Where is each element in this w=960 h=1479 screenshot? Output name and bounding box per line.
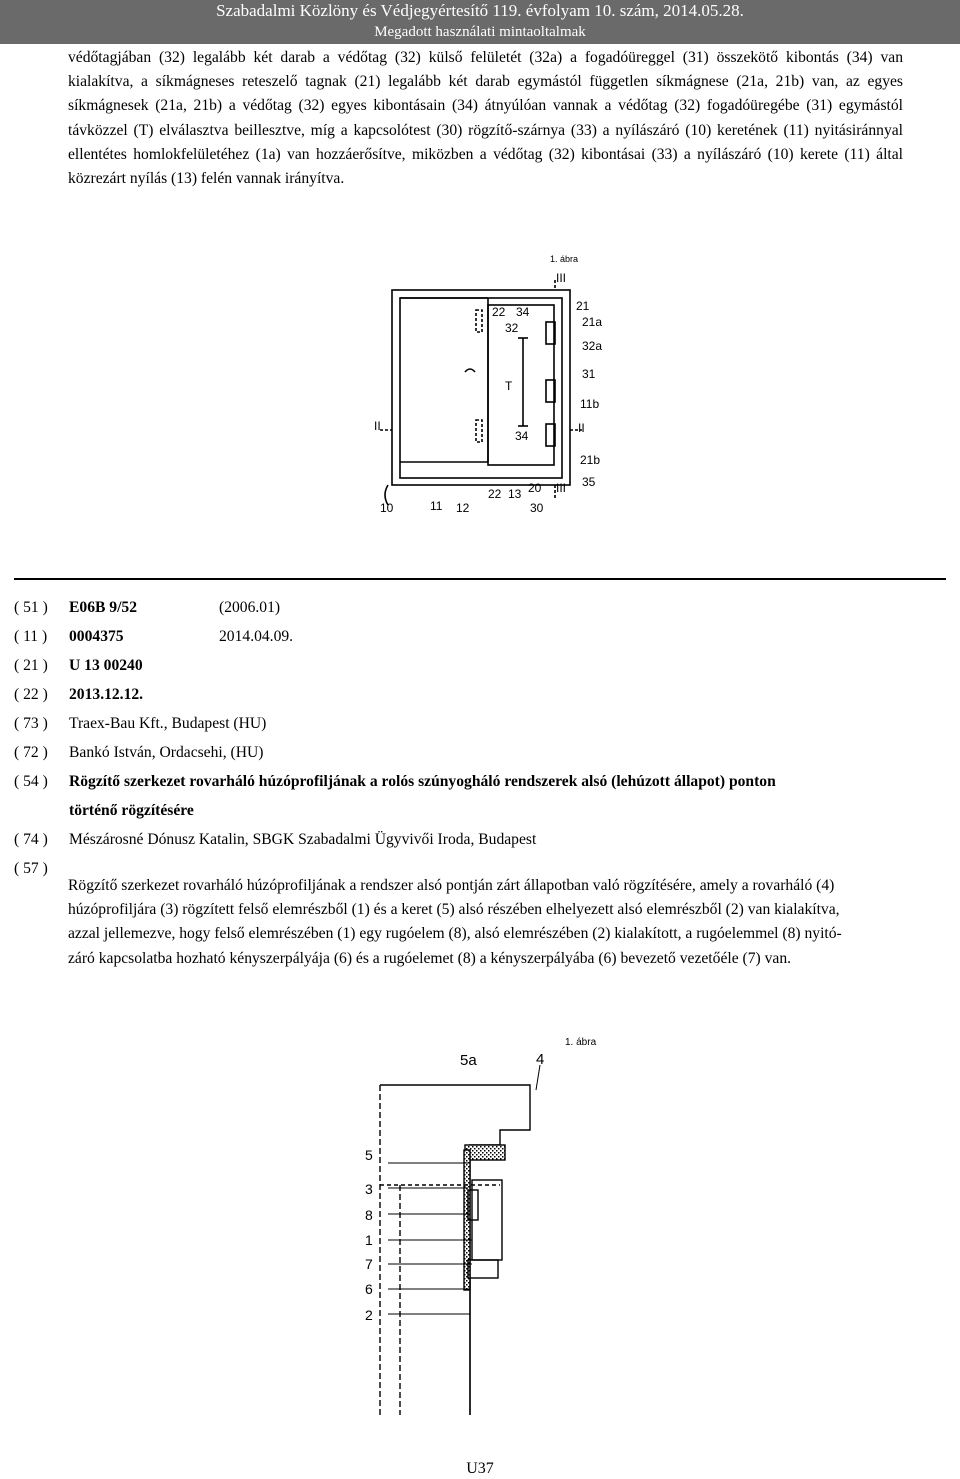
inid-code: ( 11 ) bbox=[14, 628, 48, 645]
figure-2-caption: 1. ábra bbox=[565, 1037, 597, 1048]
label: 34 bbox=[516, 305, 530, 319]
label: 34 bbox=[515, 429, 529, 443]
label: 21b bbox=[580, 453, 601, 467]
section-title: Megadott használati mintaoltalmak bbox=[374, 24, 586, 40]
label: 22 bbox=[488, 487, 502, 501]
label: 12 bbox=[456, 501, 470, 515]
inid-code: ( 22 ) bbox=[14, 686, 48, 703]
section-divider bbox=[14, 578, 946, 580]
label: 30 bbox=[530, 501, 544, 515]
label: 10 bbox=[380, 501, 394, 515]
inid-code: ( 57 ) bbox=[14, 860, 48, 877]
page-header bbox=[0, 0, 960, 44]
title-continuation: történő rögzítésére bbox=[69, 802, 194, 819]
grant-date: 2014.04.09. bbox=[219, 628, 294, 645]
application-number: U 13 00240 bbox=[69, 657, 143, 674]
inid-code: ( 73 ) bbox=[14, 715, 48, 732]
label: 5 bbox=[365, 1147, 373, 1163]
label: II bbox=[578, 421, 585, 435]
figure-2-lines bbox=[380, 1085, 530, 1415]
owner: Traex-Bau Kft., Budapest (HU) bbox=[69, 715, 267, 732]
journal-title: Szabadalmi Közlöny és Védjegyértesítő 119. évfolyam 10. szám, 2014.05.28. bbox=[216, 1, 744, 20]
claim-continuation-text: védőtagjában (32) legalább két darab a védőtag (32) külső felületét (32a) a fogadóüreggel (31) összekötő kibontás (34) van kialakítva, a síkmágneses reteszelő tagnak (21) legalább két darab egymástól független síkmágnese (21a, 21b) van, az egyes síkmágnesek (21a, 21b) a védőtag (32) egyes kibontásain (34) átnyúlóan vannak a védőtag (32) fogadóüregébe (31) egymástól távközzel (T) elválasztva beillesztve, míg a kapcsolótest (30) rögzítő-szárnya (33) a nyílászáró (10) keretének (11) nyitásiránnyal ellentétes homlokfelületéhez (1a) van hozzáerősítve, miközben a védőtag (32) kibontásai (33) a nyílászáró (10) kerete (11) által közrezárt nyílás (13) felén vannak irányítva. bbox=[68, 49, 903, 188]
label: 35 bbox=[582, 475, 596, 489]
label: 21a bbox=[582, 315, 603, 329]
label: 11 bbox=[430, 499, 443, 513]
document-number: 0004375 bbox=[69, 628, 124, 645]
abstract-text: Rögzítő szerkezet rovarháló húzóprofiljának a rendszer alsó pontján zárt állapotban való rögzítésére, amely a rovarháló (4) húzóprofiljára (3) rögzített felső elemrészből (1) és a keret (5) alsó részében elhelyezett alsó elemrészből (2) van kialakítva, azzal jellemezve, hogy felső elemrészében (1) egy rugóelem (8), alsó elemrészében (2) kialakított, a rugóelemmel (8) nyitó-záró kapcsolatba hozható kényszerpályája (6) és a rugóelemet (8) a kényszerpályába (6) bevezető vezetőéle (7) van. bbox=[68, 877, 842, 967]
inid-code: ( 51 ) bbox=[14, 599, 48, 616]
inid-code: ( 74 ) bbox=[14, 831, 48, 848]
label: 5a bbox=[460, 1052, 477, 1069]
label: 1 bbox=[365, 1232, 373, 1248]
label: 13 bbox=[508, 487, 522, 501]
inid-code: ( 54 ) bbox=[14, 773, 48, 790]
label: 22 bbox=[492, 305, 506, 319]
filing-date: 2013.12.12. bbox=[69, 686, 144, 703]
label: T bbox=[505, 379, 513, 393]
figure-1-caption: 1. ábra bbox=[550, 254, 579, 264]
label: 3 bbox=[365, 1181, 373, 1197]
label: 11b bbox=[580, 397, 600, 411]
inid-code: ( 21 ) bbox=[14, 657, 48, 674]
figure-1-drawing bbox=[360, 250, 620, 520]
figure-1-lines bbox=[380, 280, 582, 505]
label: 2 bbox=[365, 1307, 373, 1323]
label: 21 bbox=[576, 299, 590, 313]
label: 31 bbox=[582, 367, 596, 381]
label: II bbox=[374, 419, 381, 433]
label: III bbox=[556, 481, 567, 495]
label: 8 bbox=[365, 1207, 373, 1223]
label: III bbox=[556, 271, 567, 285]
ipc-class: E06B 9/52 bbox=[69, 599, 138, 616]
representative: Mészárosné Dónusz Katalin, SBGK Szabadalmi Ügyvivői Iroda, Budapest bbox=[69, 831, 537, 848]
label: 32a bbox=[582, 339, 603, 353]
label: 20 bbox=[528, 481, 542, 495]
ipc-version: (2006.01) bbox=[219, 599, 281, 616]
label: 32 bbox=[505, 321, 519, 335]
inid-code: ( 72 ) bbox=[14, 744, 48, 761]
inventor: Bankó István, Ordacsehi, (HU) bbox=[69, 744, 264, 761]
label: 4 bbox=[536, 1051, 545, 1068]
title: Rögzítő szerkezet rovarháló húzóprofiljának a rolós szúnyogháló rendszerek alsó (lehúzott állapot) ponton bbox=[69, 773, 776, 790]
label: 7 bbox=[365, 1256, 373, 1272]
page-number: U37 bbox=[466, 1460, 494, 1477]
label: 6 bbox=[365, 1281, 373, 1297]
figure-2-drawing bbox=[360, 1030, 610, 1420]
